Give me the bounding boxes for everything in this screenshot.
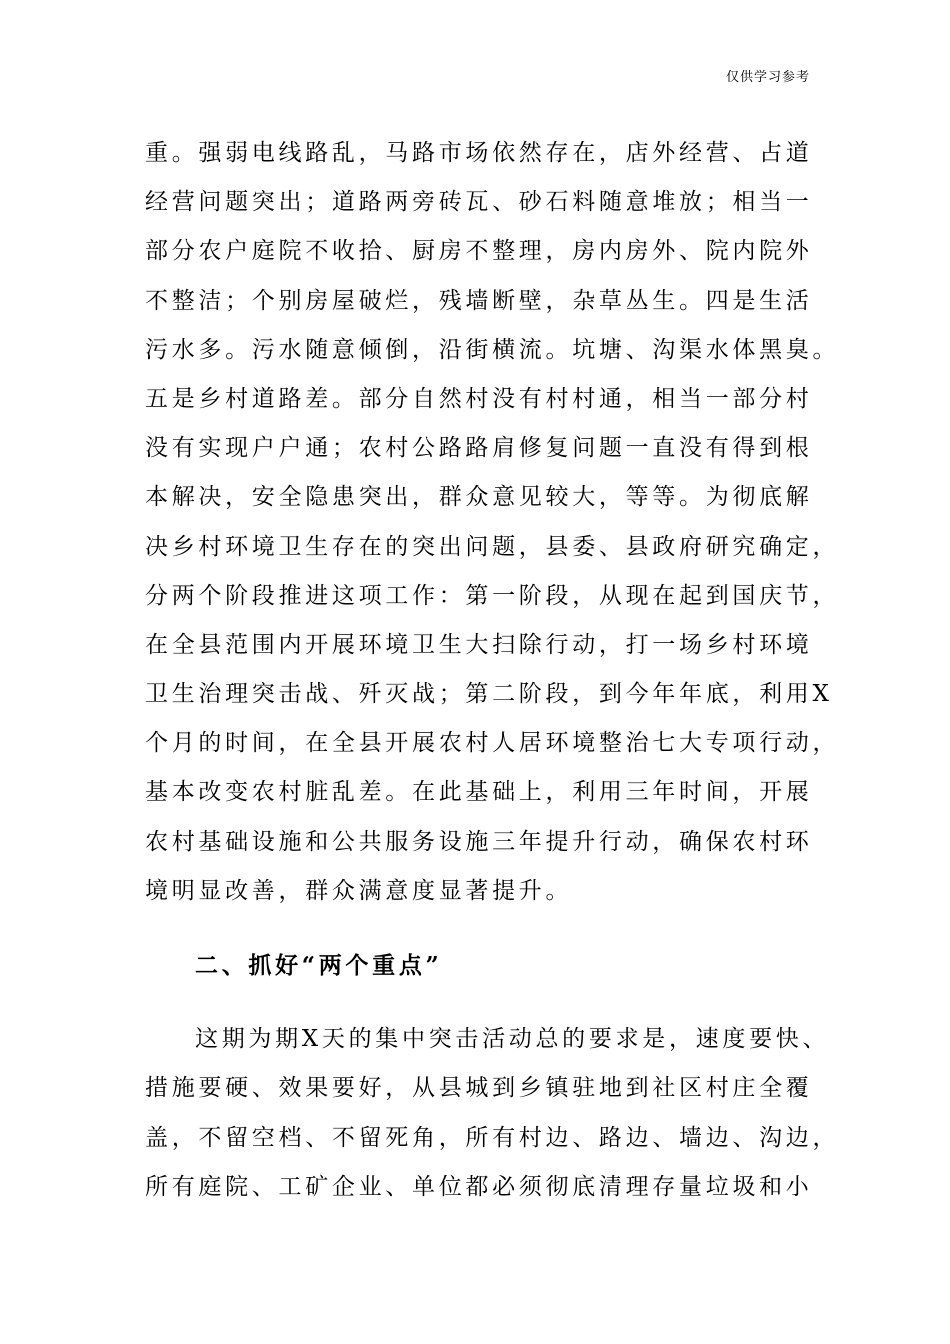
text-line: 基本改变农村脏乱差。在此基础上，利用三年时间，开展 <box>145 779 813 806</box>
text-line: 这期为期X天的集中突击活动总的要求是，速度要快、 <box>195 1026 830 1053</box>
section-heading: 二、抓好“两个重点” <box>195 952 443 979</box>
text-line: 分两个阶段推进这项工作：第一阶段，从现在起到国庆节， <box>145 582 840 609</box>
text-line: 经营问题突出；道路两旁砖瓦、砂石料随意堆放；相当一 <box>145 189 813 216</box>
text-line: 部分农户庭院不收拾、厨房不整理，房内房外、院内院外 <box>145 238 813 265</box>
text-line: 农村基础设施和公共服务设施三年提升行动，确保农村环 <box>145 828 813 855</box>
text-line: 污水多。污水随意倾倒，沿街横流。坑塘、沟渠水体黑臭。 <box>145 336 840 363</box>
paragraph-2 <box>145 1015 840 1212</box>
paragraph-spacer <box>145 916 807 941</box>
document-body <box>145 129 840 1212</box>
text-line: 不整洁；个别房屋破烂，残墙断壁，杂草丛生。四是生活 <box>145 287 813 314</box>
text-line: 本解决，安全隐患突出，群众意见较大，等等。为彻底解 <box>145 484 813 511</box>
paragraph-spacer <box>145 990 807 1015</box>
text-line: 境明显改善，群众满意度显著提升。 <box>145 877 573 904</box>
header-note: 仅供学习参考 <box>725 70 810 85</box>
text-line: 决乡村环境卫生存在的突出问题，县委、县政府研究确定， <box>145 533 840 560</box>
text-line: 盖，不留空档、不留死角，所有村边、路边、墙边、沟边， <box>145 1124 840 1151</box>
text-line: 措施要硬、效果要好，从县城到乡镇驻地到社区村庄全覆 <box>145 1075 813 1102</box>
text-line: 五是乡村道路差。部分自然村没有村村通，相当一部分村 <box>145 385 813 412</box>
text-line: 卫生治理突击战、歼灭战；第二阶段，到今年年底，利用X <box>145 681 833 708</box>
text-line: 在全县范围内开展环境卫生大扫除行动，打一场乡村环境 <box>145 631 813 658</box>
text-line: 重。强弱电线路乱，马路市场依然存在，店外经营、占道 <box>145 140 813 166</box>
text-line: 没有实现户户通；农村公路路肩修复问题一直没有得到根 <box>145 435 813 462</box>
text-line: 个月的时间，在全县开展农村人居环境整治七大专项行动， <box>145 730 840 757</box>
text-line: 所有庭院、工矿企业、单位都必须彻底清理存量垃圾和小 <box>145 1173 813 1200</box>
paragraph-1 <box>145 129 840 916</box>
